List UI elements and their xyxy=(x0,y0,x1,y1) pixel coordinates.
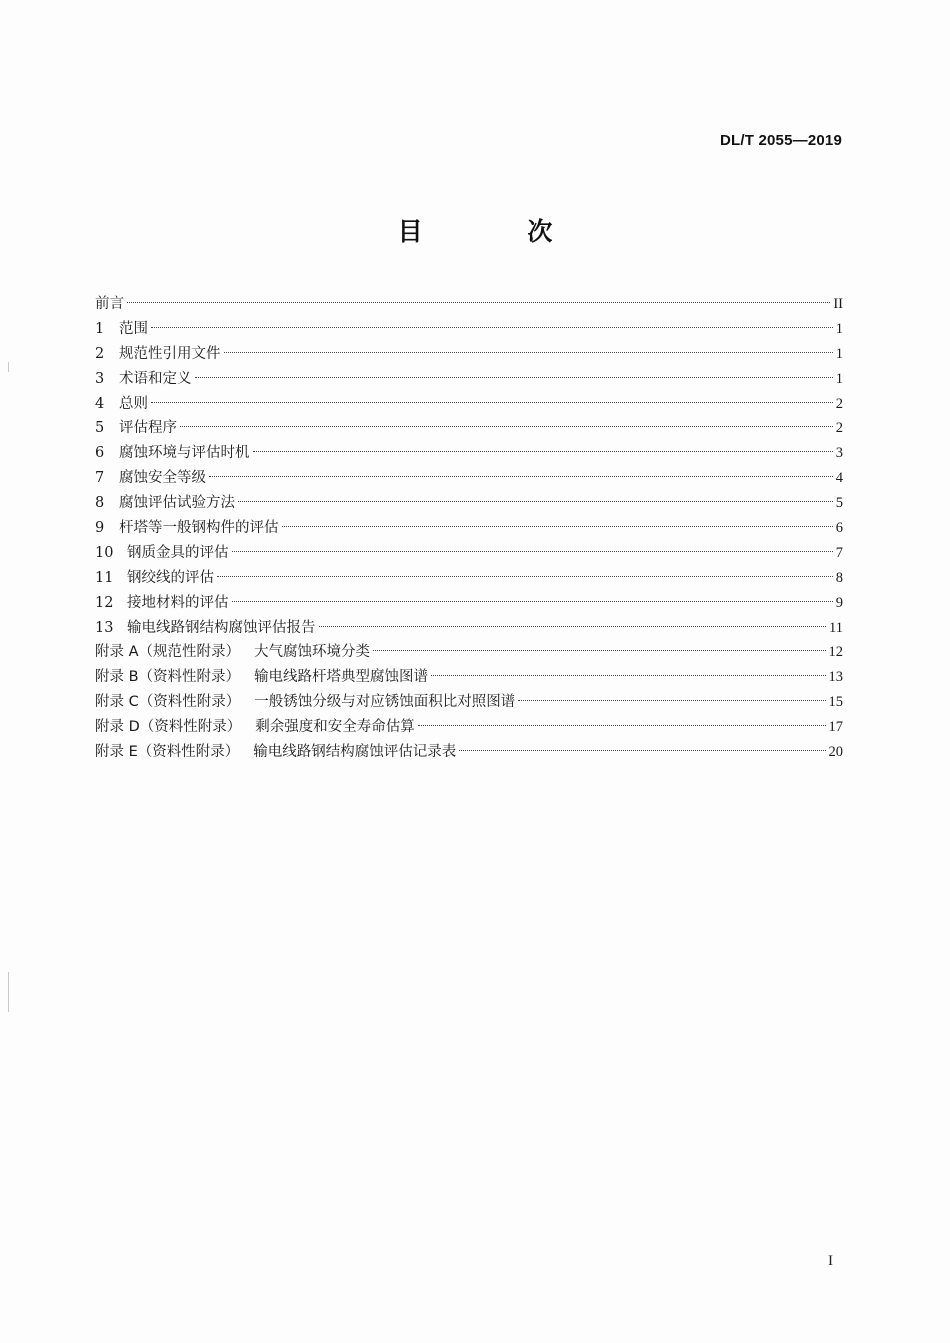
toc-annex-page: 15 xyxy=(828,694,843,711)
toc-entry-page: 5 xyxy=(835,495,843,512)
toc-annex-b[interactable] xyxy=(95,665,843,690)
toc-entry-label: 规范性引用文件 xyxy=(119,345,221,362)
toc-entry-page: 6 xyxy=(835,520,843,537)
toc-entry-page: 8 xyxy=(835,569,843,586)
dot-leader xyxy=(431,675,825,676)
toc-entry-8[interactable] xyxy=(95,491,843,516)
toc-entry-1[interactable] xyxy=(95,317,843,342)
toc-entry-page: 1 xyxy=(835,370,843,387)
toc-annex-c[interactable] xyxy=(95,690,843,715)
dot-leader xyxy=(232,551,833,552)
toc-entry-page: 4 xyxy=(835,470,843,487)
toc-entry-label: 腐蚀环境与评估时机 xyxy=(119,445,250,462)
dot-leader xyxy=(459,750,825,751)
toc-entry-number: 10 xyxy=(95,544,114,561)
toc-annex-label: 一般锈蚀分级与对应锈蚀面积比对照图谱 xyxy=(254,694,516,711)
toc-entry-label: 范围 xyxy=(119,320,148,337)
dot-leader xyxy=(180,426,833,427)
toc-entry-12[interactable] xyxy=(95,591,843,616)
toc-entry-number: 4 xyxy=(95,395,105,412)
toc-entry-11[interactable] xyxy=(95,566,843,591)
dot-leader xyxy=(418,725,826,726)
dot-leader xyxy=(151,402,833,403)
dot-leader xyxy=(319,626,827,627)
toc-annex-a[interactable] xyxy=(95,640,843,665)
toc-annex-label: 输电线路钢结构腐蚀评估记录表 xyxy=(253,744,457,761)
toc-entry-number: 11 xyxy=(95,569,114,586)
toc-entry-page: 11 xyxy=(829,619,843,636)
toc-entry-number: 3 xyxy=(95,370,105,387)
toc-entry-page: 3 xyxy=(835,445,843,462)
toc-entry-label: 钢绞线的评估 xyxy=(127,569,214,586)
toc-entry-number: 1 xyxy=(95,320,105,337)
dot-leader xyxy=(209,476,833,477)
toc-entry-page: 1 xyxy=(835,320,843,337)
toc-entry-label: 评估程序 xyxy=(119,420,177,437)
toc-annex-page: 13 xyxy=(828,669,843,686)
toc-annex-prefix: 附录 E（资料性附录） xyxy=(95,744,240,761)
toc-entry-4[interactable] xyxy=(95,392,843,417)
toc-entry-7[interactable] xyxy=(95,466,843,491)
toc-entry-page: 2 xyxy=(835,395,843,412)
dot-leader xyxy=(518,700,825,701)
toc-entry-number: 7 xyxy=(95,470,105,487)
scan-artifact xyxy=(8,362,9,372)
toc-annex-label: 输电线路杆塔典型腐蚀图谱 xyxy=(254,669,429,686)
dot-leader xyxy=(151,327,833,328)
toc-annex-prefix: 附录 B（资料性附录） xyxy=(95,669,241,686)
toc-annex-prefix: 附录 A（规范性附录） xyxy=(95,644,241,661)
toc-entry-2[interactable] xyxy=(95,342,843,367)
toc-annex-prefix: 附录 C（资料性附录） xyxy=(95,694,241,711)
table-of-contents xyxy=(95,292,843,765)
toc-entry-number: 13 xyxy=(95,619,114,636)
toc-entry-number: 6 xyxy=(95,445,105,462)
dot-leader xyxy=(282,526,833,527)
toc-entry-label: 杆塔等一般钢构件的评估 xyxy=(119,520,279,537)
toc-annex-prefix: 附录 D（资料性附录） xyxy=(95,719,242,736)
toc-entry-number: 9 xyxy=(95,520,105,537)
scan-artifact xyxy=(8,972,9,1012)
dot-leader xyxy=(195,377,833,378)
toc-entry-label: 腐蚀安全等级 xyxy=(119,470,206,487)
toc-annex-page: 20 xyxy=(828,744,843,761)
dot-leader xyxy=(238,501,833,502)
toc-annex-label: 剩余强度和安全寿命估算 xyxy=(255,719,415,736)
toc-entry-label: 术语和定义 xyxy=(119,370,192,387)
toc-entry-page: 7 xyxy=(835,544,843,561)
dot-leader xyxy=(253,451,833,452)
toc-entry-label: 输电线路钢结构腐蚀评估报告 xyxy=(127,619,316,636)
toc-entry-13[interactable] xyxy=(95,616,843,641)
toc-entry-6[interactable] xyxy=(95,441,843,466)
standard-code: DL/T 2055—2019 xyxy=(719,132,842,149)
toc-title: 目 次 xyxy=(397,217,601,246)
toc-entry-number: 8 xyxy=(95,495,105,512)
toc-entry-page: 1 xyxy=(835,345,843,362)
dot-leader xyxy=(217,576,833,577)
toc-entry-label: 钢质金具的评估 xyxy=(127,544,229,561)
toc-annex-page: 17 xyxy=(828,719,843,736)
toc-entry-5[interactable] xyxy=(95,416,843,441)
toc-entry-label: 腐蚀评估试验方法 xyxy=(119,495,235,512)
toc-entry-number: 12 xyxy=(95,594,114,611)
toc-entry-page: II xyxy=(833,296,843,312)
toc-entry-9[interactable] xyxy=(95,516,843,541)
toc-annex-label: 大气腐蚀环境分类 xyxy=(254,644,371,661)
toc-annex-page: 12 xyxy=(828,644,843,661)
toc-annex-d[interactable] xyxy=(95,715,843,740)
toc-entry-page: 2 xyxy=(835,420,843,437)
toc-entry-label: 总则 xyxy=(119,395,148,412)
toc-entry-number: 5 xyxy=(95,420,105,437)
toc-entry-label: 前言 xyxy=(95,296,124,312)
toc-entry-10[interactable] xyxy=(95,541,843,566)
toc-entry-3[interactable] xyxy=(95,367,843,392)
dot-leader xyxy=(127,302,830,303)
toc-entry-number: 2 xyxy=(95,345,105,362)
toc-annex-e[interactable] xyxy=(95,740,843,765)
toc-entry-page: 9 xyxy=(835,594,843,611)
dot-leader xyxy=(224,352,833,353)
toc-entry-label: 接地材料的评估 xyxy=(127,594,229,611)
toc-entry-foreword[interactable] xyxy=(95,292,843,317)
dot-leader xyxy=(232,601,833,602)
dot-leader xyxy=(373,650,825,651)
page-number: I xyxy=(828,1253,833,1269)
